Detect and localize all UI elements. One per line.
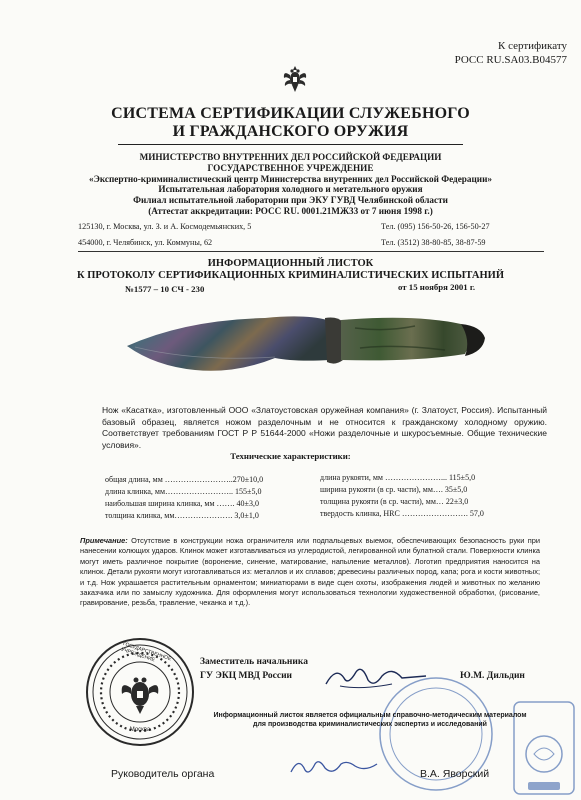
ministry-line3: «Экспертно-криминалистический центр Министерства внутренних дел Российской Федерации»	[89, 173, 492, 184]
spec-handle-thickness: толщина рукояти (в ср. части), мм… 22±3,0	[320, 497, 469, 506]
deputy-title-line1: Заместитель начальника	[200, 657, 308, 667]
certificate-ref-number: РОСС RU.SA03.B04577	[454, 54, 567, 66]
system-title-line1: СИСТЕМА СЕРТИФИКАЦИИ СЛУЖЕБНОГО	[111, 105, 470, 122]
ministry-line6: (Аттестат аккредитации: РОСС RU. 0001.21МЖ33 от 7 июня 1998 г.)	[148, 205, 433, 216]
coat-of-arms-icon	[282, 64, 308, 94]
address-divider	[78, 251, 544, 252]
specs-title: Технические характеристики:	[230, 451, 351, 461]
protocol-date: от 15 ноября 2001 г.	[398, 282, 476, 292]
spec-blade-length: длина клинка, мм…………………….. 155±5,0	[105, 487, 262, 496]
ministry-line4: Испытательная лаборатория холодного и метательного оружия	[158, 184, 423, 195]
spec-blade-hardness: твердость клинка, HRC ……………………. 57,0	[320, 509, 484, 518]
knife-description: Нож «Касатка», изготовленный ООО «Златоустовская оружейная компания» (г. Златоуст, Россия). Испытанный базовый образец, является ножом разделочным и не относится к гражданскому холодному оружию. Соответствует требованиям ГОСТ Р Р 51644-2000 «Ножи разделочные и шкуросъемные. Общие технические условия».	[102, 405, 547, 450]
knife-image	[125, 300, 487, 384]
note-label: Примечание:	[80, 536, 128, 545]
address-chelyabinsk: 454000, г. Челябинск, ул. Коммуны, 62	[78, 238, 213, 247]
deputy-name: Ю.М. Дильдин	[460, 671, 525, 681]
info-sheet-heading	[0, 258, 581, 282]
seal-city: Москва	[129, 727, 151, 733]
spec-handle-length: длина рукояти, мм …………………... 115±5,0	[320, 473, 476, 482]
address-moscow: 125130, г. Москва, ул. З. и А. Космодемьянских, 5	[78, 222, 252, 231]
deputy-title-line2: ГУ ЭКЦ МВД России	[200, 671, 293, 681]
system-title	[0, 105, 581, 141]
system-title-line2: И ГРАЖДАНСКОГО ОРУЖИЯ	[172, 123, 409, 140]
head-title: Руководитель органа	[111, 768, 215, 780]
footer-note-line1: Информационный листок является официальным справочно-методическим материалом	[213, 712, 527, 719]
info-sheet-subtitle: К ПРОТОКОЛУ СЕРТИФИКАЦИОННЫХ КРИМИНАЛИСТИЧЕСКИХ ИСПЫТАНИЙ	[77, 270, 504, 281]
phone-moscow: Тел. (095) 156-50-26, 156-50-27	[381, 222, 490, 231]
spec-handle-width: ширина рукояти (в ср. части), мм…. 35±5,0	[320, 485, 468, 494]
footer-note-line2: для производства криминалистических экспертиз и исследований	[253, 721, 487, 728]
info-sheet-title: ИНФОРМАЦИОННЫЙ ЛИСТОК	[207, 258, 374, 269]
spec-blade-width: наибольшая ширина клинка, мм ……. 40±3,0	[105, 499, 259, 508]
title-divider	[118, 144, 463, 145]
certificate-ref-label: К сертификату	[498, 40, 567, 52]
ministry-line5: Филиал испытательной лаборатории при ЭКУ ГУВД Челябинской области	[133, 195, 448, 206]
phone-chelyabinsk: Тел. (3512) 38-80-85, 38-87-59	[381, 238, 486, 247]
note-block	[80, 536, 540, 609]
footer-note	[200, 711, 540, 729]
head-name: В.А. Яворский	[420, 768, 490, 780]
spec-overall-length: общая длина, мм ……………………..270±10,0	[105, 475, 264, 484]
head-signature-icon	[285, 752, 385, 782]
ministry-line2: ГОСУДАРСТВЕННОЕ УЧРЕЖДЕНИЕ	[207, 162, 374, 173]
seal-ring-text: ГОСУДАРСТВЕННОЕ УЧРЕЖДЕНИЕ	[120, 641, 172, 664]
ministry-block	[0, 152, 581, 217]
spec-blade-thickness: толщина клинка, мм…………………. 3,0±1,0	[105, 511, 259, 520]
ministry-line1: МИНИСТЕРСТВО ВНУТРЕННИХ ДЕЛ РОССИЙСКОЙ ФЕДЕРАЦИИ	[139, 152, 442, 162]
note-text: Отсутствие в конструкции ножа ограничителя или подпальцевых выемок, обеспечивающих безопасность руки при нанесении колющих ударов. Клинок может изготавливаться из углеродистой, легированной или булатной стали. Поверхности клинка могут иметь различное покрытие (воронение, синение, матирование, напыление металлов). Логотип предприятия наносится на клинок. Детали рукояти могут изготавливаться из: металлов и их сплавов; древесины различных пород, капа; рога и кости животных; и т.д. Нож украшается растительным орнаментом; миниатюрами в виде сцен охоты, изображения людей и животных по желанию заказчика или по замыслу художника. Для оформления могут использоваться технологии художественной обработки, (рисование, гравирование, резьба, травление, чеканка и т.д.).	[80, 536, 540, 608]
protocol-number: №1577 – 10 СЧ - 230	[125, 284, 205, 294]
